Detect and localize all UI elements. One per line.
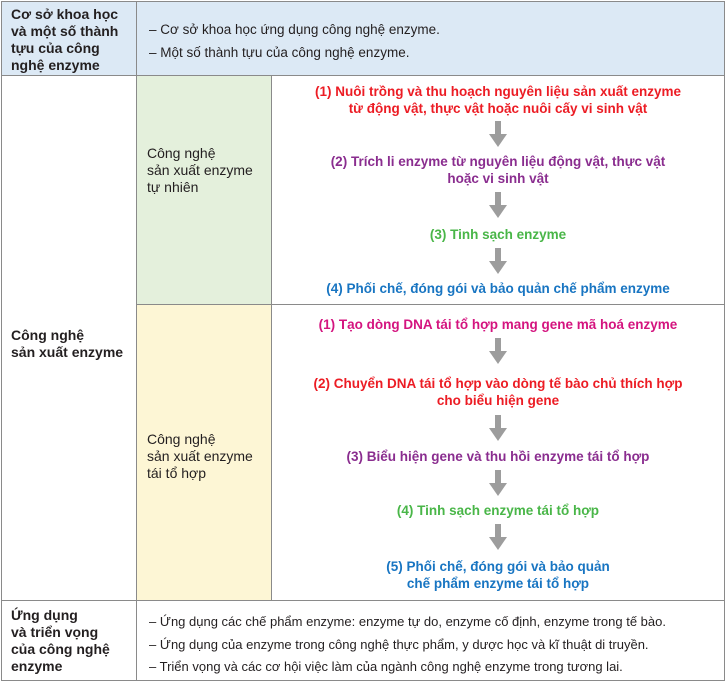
applications-label-line: của công nghệ: [11, 641, 110, 657]
natural-label-line: tự nhiên: [147, 179, 199, 195]
recombinant-label-line: sản xuất enzyme: [147, 448, 253, 464]
basis-label-line: và một số thành: [11, 23, 119, 39]
basis-label-line: nghệ enzyme: [11, 57, 100, 73]
recombinant-step-2-line: cho biểu hiện gene: [436, 393, 560, 408]
down-arrow-icon: [489, 192, 507, 218]
natural-step-1-line: (1) Nuôi trồng và thu hoạch nguyên liệu sản xuất enzyme: [314, 84, 682, 99]
applications-label-line: enzyme: [11, 658, 63, 674]
down-arrow-icon: [489, 338, 507, 364]
natural-step-4: (4) Phối chế, đóng gói và bảo quản chế phẩm enzyme: [326, 281, 670, 296]
applications-bullet: – Ứng dụng các chế phẩm enzyme: enzyme tự do, enzyme cố định, enzyme trong tế bào.: [149, 614, 666, 629]
down-arrow-icon: [489, 248, 507, 274]
applications-label-cell: [1, 600, 137, 681]
recombinant-step-5-line: (5) Phối chế, đóng gói và bảo quản: [386, 559, 610, 574]
recombinant-label-line: tái tổ hợp: [147, 465, 206, 481]
down-arrow-icon: [489, 415, 507, 441]
production-label-cell: [1, 75, 137, 601]
recombinant-steps-cell: [271, 304, 725, 601]
basis-bullet: – Cơ sở khoa học ứng dụng công nghệ enzyme.: [149, 22, 440, 37]
basis-label-line: tựu của công: [11, 40, 100, 56]
recombinant-step-3: (3) Biểu hiện gene và thu hồi enzyme tái tổ hợp: [346, 449, 650, 464]
down-arrow-icon: [489, 524, 507, 550]
applications-label-line: và triển vọng: [11, 624, 99, 640]
recombinant-step-4: (4) Tinh sạch enzyme tái tổ hợp: [396, 503, 600, 518]
recombinant-method-label-cell: [136, 304, 272, 601]
production-label-line: sản xuất enzyme: [11, 344, 124, 360]
natural-step-2-line: hoặc vi sinh vật: [447, 171, 549, 186]
natural-step-1-line: từ động vật, thực vật hoặc nuôi cấy vi sinh vật: [348, 101, 648, 116]
recombinant-step-5-line: chế phẩm enzyme tái tổ hợp: [406, 576, 590, 591]
applications-label-line: Ứng dụng: [11, 607, 78, 623]
natural-step-2-line: (2) Trích li enzyme từ nguyên liệu động vật, thực vật: [330, 154, 666, 169]
natural-method-label-cell: [136, 75, 272, 305]
applications-bullet: – Ứng dụng của enzyme trong công nghệ thực phẩm, y dược học và kĩ thuật di truyền.: [149, 637, 649, 652]
basis-content-cell: [136, 1, 725, 76]
recombinant-step-2-line: (2) Chuyển DNA tái tổ hợp vào dòng tế bào chủ thích hợp: [313, 376, 683, 391]
recombinant-step-1: (1) Tạo dòng DNA tái tổ hợp mang gene mã hoá enzyme: [318, 317, 678, 332]
recombinant-label-line: Công nghệ: [147, 431, 216, 447]
down-arrow-icon: [489, 470, 507, 496]
applications-content-cell: [136, 600, 725, 681]
applications-bullet: – Triển vọng và các cơ hội việc làm của ngành công nghệ enzyme trong tương lai.: [149, 659, 623, 674]
natural-step-3: (3) Tinh sạch enzyme: [429, 227, 567, 242]
down-arrow-icon: [489, 121, 507, 147]
basis-label-cell: [1, 1, 137, 76]
production-label-line: Công nghệ: [11, 327, 85, 343]
natural-label-line: sản xuất enzyme: [147, 162, 253, 178]
basis-label-line: Cơ sở khoa học: [11, 6, 119, 22]
basis-bullet: – Một số thành tựu của công nghệ enzyme.: [149, 45, 410, 60]
natural-steps-cell: [271, 75, 725, 305]
natural-label-line: Công nghệ: [147, 145, 216, 161]
